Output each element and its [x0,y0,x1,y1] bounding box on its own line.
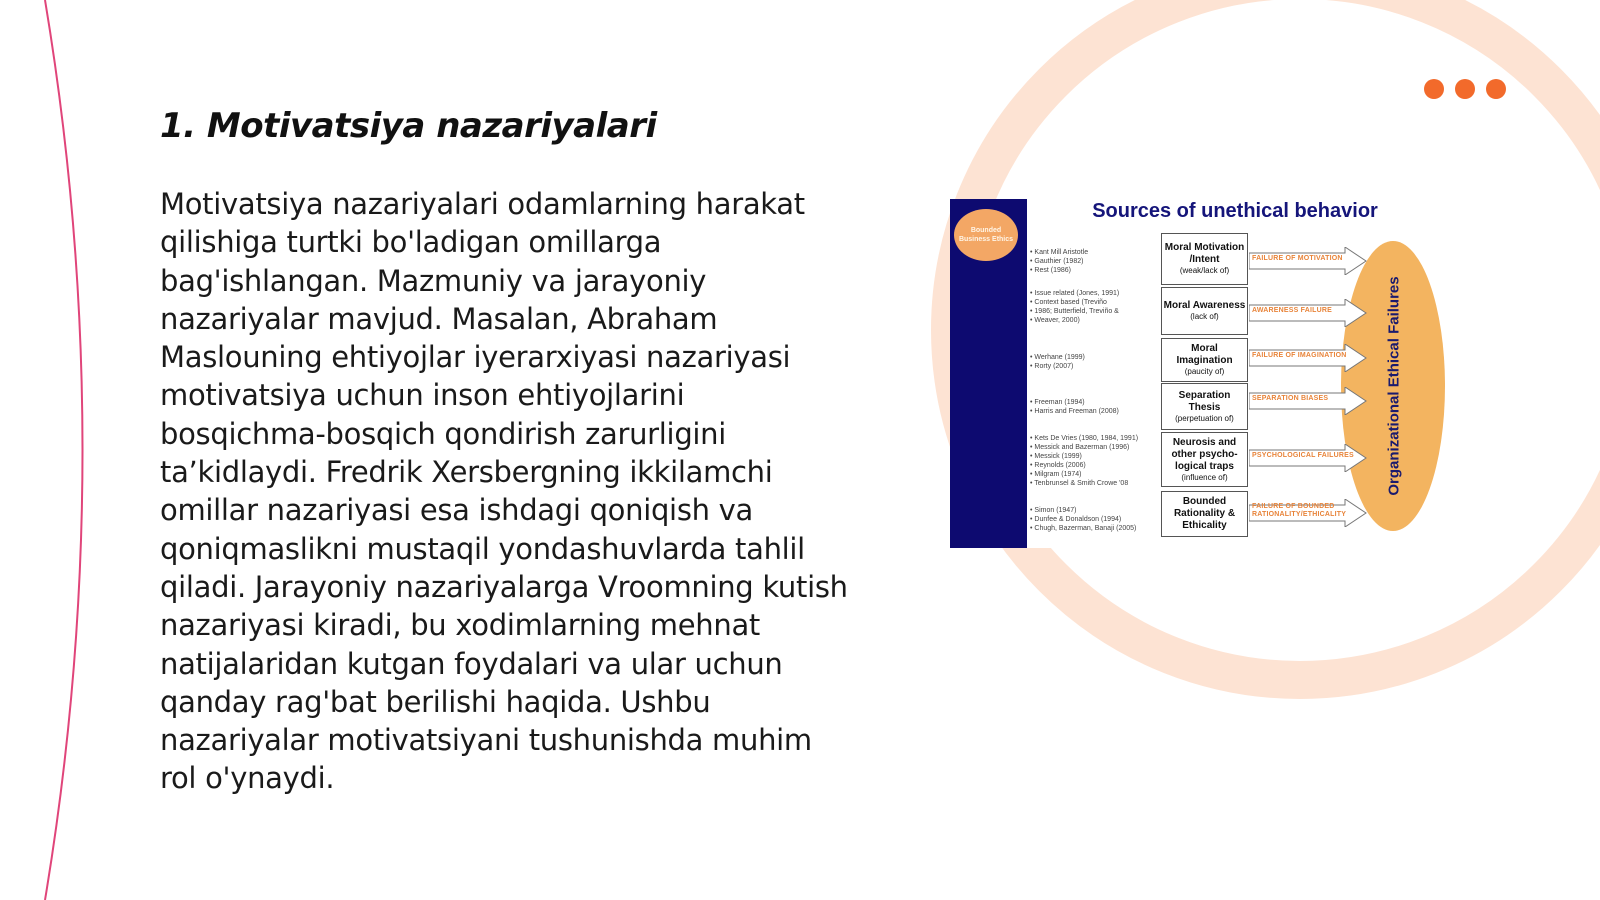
arrow-label: FAILURE OF IMAGINATION [1252,352,1347,359]
figure-unethical-behavior [950,199,1450,548]
figure-row-arrow [1249,444,1367,472]
reference-line: • Messick (1999) [1030,452,1160,461]
reference-line: • Weaver, 2000) [1030,316,1160,325]
arrow-label: FAILURE OF MOTIVATION [1252,255,1343,262]
reference-line: • Tenbrunsel & Smith Crowe '08 [1030,479,1160,488]
figure-row-box [1161,233,1248,285]
figure-row-box [1161,432,1248,487]
reference-line: • Dunfee & Donaldson (1994) [1030,515,1160,524]
reference-line: • Context based (Treviño [1030,298,1160,307]
dot-3 [1486,79,1506,99]
figure-row-arrow [1249,299,1367,327]
arrow-label: PSYCHOLOGICAL FAILURES [1252,452,1354,459]
dot-2 [1455,79,1475,99]
reference-line: • Issue related (Jones, 1991) [1030,289,1160,298]
box-title: Neurosis and other psycho-logical traps [1171,436,1238,472]
reference-line: • Kets De Vries (1980, 1984, 1991) [1030,434,1160,443]
arrow-label: AWARENESS FAILURE [1252,307,1333,314]
reference-line: • Simon (1947) [1030,506,1160,515]
box-subtitle: (perpetuation of) [1175,413,1234,423]
slide-body-text: Motivatsiya nazariyalari odamlarning harakat qilishiga turtki bo'ladigan omillarga bag'ishlangan. Mazmuniy va jarayoniy nazariyalar mavjud. Masalan, Abraham Maslouning ehtiyojlar iyerarxiyasi nazariyasi motivatsiya uchun inson ehtiyojlarini bosqichma-bosqich qondirish zarurligini ta’kidlaydi. Fredrik Xersbergning ikkilamchi omillar nazariyasi esa ishdagi qoniqish va qoniqmaslikni mustaqil yondashuvlarda tahlil qiladi. Jarayoniy nazariyalarga Vroomning kutish nazariyasi kiradi, bu xodimlarning mehnat natijalaridan kutgan foydalari va ular uchun qanday rag'bat berilishi haqida. Ushbu nazariyalar motivatsiyani tushunishda muhim rol o'ynaydi. [160,187,848,796]
reference-line: • Rest (1986) [1030,266,1160,275]
reference-line: • Werhane (1999) [1030,353,1160,362]
slide-title: 1. Motivatsiya nazariyalari [160,106,657,146]
figure-row-references [1030,398,1160,416]
figure-row-references [1030,248,1160,275]
box-subtitle: (weak/lack of) [1179,266,1230,275]
figure-row-references [1030,506,1160,533]
figure-row-box [1161,287,1248,335]
reference-line: • 1986; Butterfield, Treviño & [1030,307,1160,316]
arrow-label: FAILURE OF BOUNDED RATIONALITY/ETHICALITY [1252,503,1347,518]
figure-blob-label: Bounded Business Ethics [954,209,1018,261]
reference-line: • Freeman (1994) [1030,398,1160,407]
reference-line: • Chugh, Bazerman, Banaji (2005) [1030,524,1160,533]
box-title: Moral Imagination [1176,343,1233,366]
reference-line: • Kant Mill Aristotle [1030,248,1160,257]
figure-sidebar [950,199,1027,548]
figure-row-box [1161,338,1248,382]
figure-title: Sources of unethical behavior [1092,200,1378,222]
figure-row-arrow [1249,344,1367,372]
box-title: Moral Awareness [1163,300,1246,311]
figure-row-box [1161,383,1248,430]
reference-line: • Harris and Freeman (2008) [1030,407,1160,416]
figure-row-arrow [1249,387,1367,415]
figure-row-arrow [1249,499,1367,527]
box-subtitle: (lack of) [1190,312,1219,321]
figure-row-box [1161,491,1248,537]
figure-row-references [1030,353,1160,371]
dot-1 [1424,79,1444,99]
figure-row-arrow [1249,247,1367,275]
box-subtitle: (influence of) [1181,472,1228,482]
box-title: Separation Thesis [1178,389,1231,413]
dots-decoration [1424,79,1506,99]
box-subtitle: (paucity of) [1184,367,1225,376]
reference-line: • Gauthier (1982) [1030,257,1160,266]
reference-line: • Milgram (1974) [1030,470,1160,479]
reference-line: • Rorty (2007) [1030,362,1160,371]
reference-line: • Messick and Bazerman (1996) [1030,443,1160,452]
left-decorative-arc [45,0,83,900]
box-title: Moral Motivation /Intent [1164,242,1245,265]
arrow-label: SEPARATION BIASES [1252,395,1329,402]
figure-row-references [1030,434,1160,488]
figure-oval-label: Organizational Ethical Failures [1385,276,1403,496]
figure-row-references [1030,289,1160,325]
reference-line: • Reynolds (2006) [1030,461,1160,470]
box-title: Bounded Rationality & Ethicality [1173,496,1236,531]
